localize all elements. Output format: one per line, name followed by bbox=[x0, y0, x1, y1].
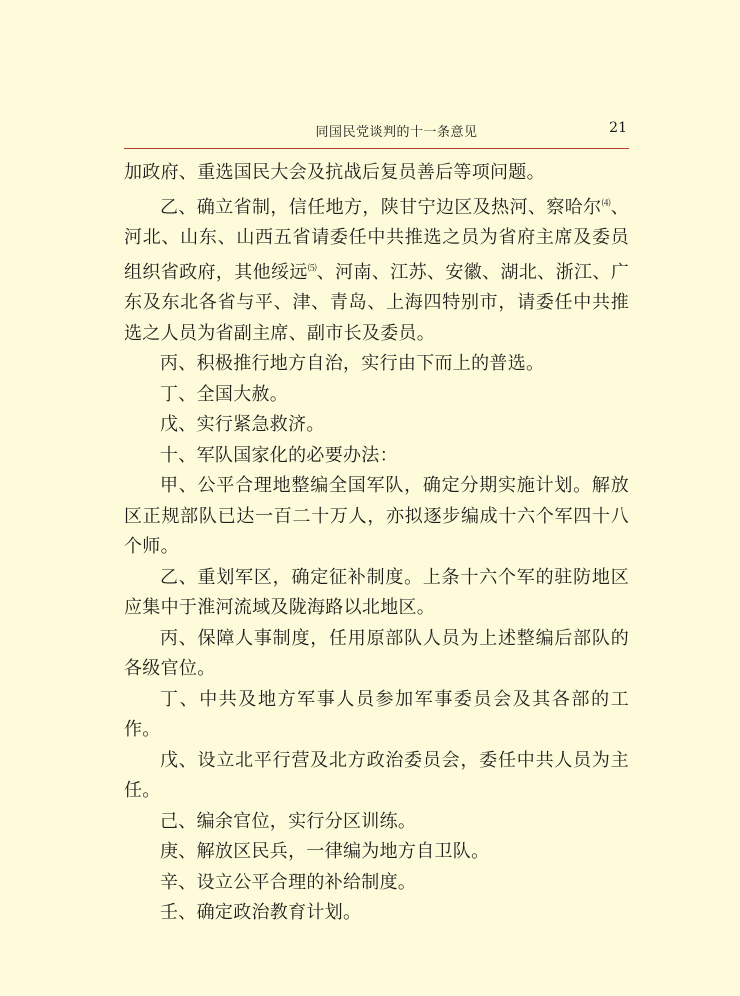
running-title: 同国民党谈判的十一条意见 bbox=[315, 125, 478, 140]
paragraph-military-regions: 乙、重划军区，确定征补制度。上条十六个军的驻防地区应集中于淮河流域及陇海路以北地区。 bbox=[124, 566, 629, 618]
paragraph-militia: 庚、解放区民兵，一律编为地方自卫队。 bbox=[160, 841, 490, 862]
text-run: 、河北、山东、山西五省请委任中共推选之员为省府主席及委员组织省政府，其他绥远 bbox=[124, 196, 629, 283]
paragraph-personnel-system: 丙、保障人事制度，任用原部队人员为上述整编后部队的各级官位。 bbox=[124, 627, 629, 679]
footnote-marker-4[interactable]: ⑷ bbox=[601, 198, 611, 209]
paragraph-provincial-system bbox=[124, 189, 629, 350]
page-number: 21 bbox=[609, 120, 627, 136]
paragraph-continued: 加政府、重选国民大会及抗战后复员善后等项问题。 bbox=[124, 162, 545, 183]
paragraph-amnesty: 丁、全国大赦。 bbox=[160, 383, 289, 405]
running-header bbox=[124, 118, 629, 142]
body-text bbox=[124, 158, 629, 929]
paragraph-supply-system: 辛、设立公平合理的补给制度。 bbox=[160, 871, 417, 893]
text-run: 、河南、江苏、安徽、湖北、浙江、广东及东北各省与平、津、青岛、上海四特别市，请委任中共推选之人员为省副主席、副市长及委员。 bbox=[124, 261, 629, 344]
paragraph-beiping-headquarters: 戊、设立北平行营及北方政治委员会，委任中共人员为主任。 bbox=[124, 749, 629, 801]
footnote-marker-5[interactable]: ⑸ bbox=[307, 263, 317, 274]
section-heading-military: 十、军队国家化的必要办法： bbox=[160, 444, 398, 466]
paragraph-reorganize-army: 甲、公平合理地整编全国军队，确定分期实施计划。解放区正规部队已达一百二十万人，亦拟逐步编成十六个军四十八个师。 bbox=[124, 475, 629, 557]
header-rule bbox=[124, 148, 629, 149]
paragraph-relief: 戊、实行紧急救济。 bbox=[160, 414, 325, 435]
text-run: 乙、确立省制，信任地方，陕甘宁边区及热河、察哈尔 bbox=[160, 196, 602, 218]
paragraph-political-education: 壬、确定政治教育计划。 bbox=[160, 902, 362, 923]
paragraph-surplus-officers: 己、编余官位，实行分区训练。 bbox=[160, 810, 417, 832]
paragraph-local-autonomy: 丙、积极推行地方自治，实行由下而上的普选。 bbox=[160, 353, 545, 374]
paragraph-military-committee: 丁、中共及地方军事人员参加军事委员会及其各部的工作。 bbox=[124, 688, 629, 740]
